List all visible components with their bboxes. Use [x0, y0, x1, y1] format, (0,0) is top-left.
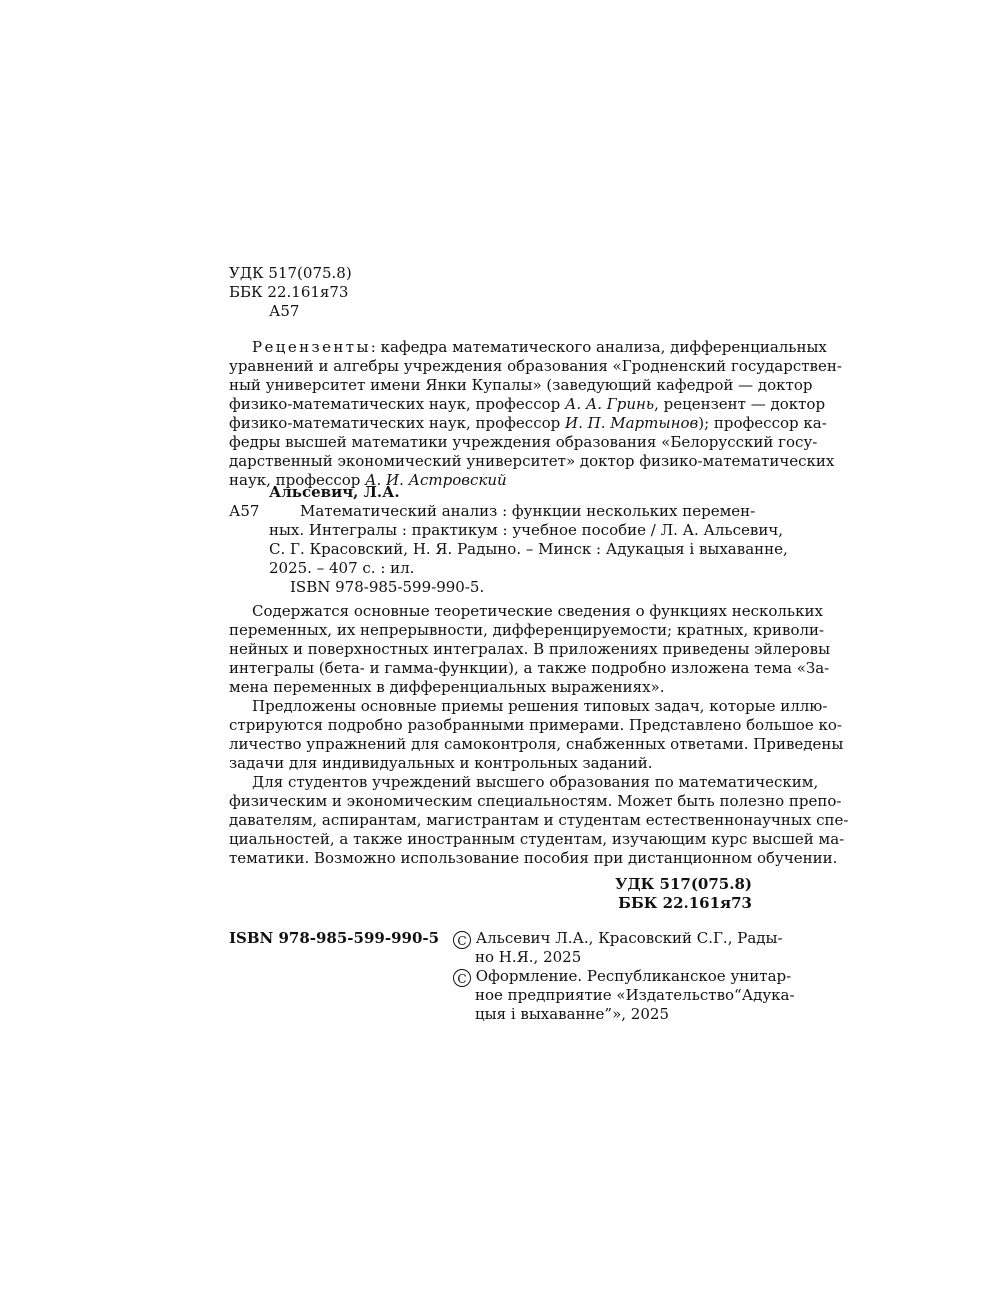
reviewers-line: федры высшей математики учреждения образования «Белорусский госу-: [229, 433, 818, 451]
abstract-line: нейных и поверхностных интегралах. В приложениях приведены эйлеровы: [229, 640, 831, 658]
abstract-line: Содержатся основные теоретические сведения о функциях нескольких: [252, 602, 823, 620]
copyright-line: C Оформление. Республиканское унитар-: [453, 967, 752, 987]
abstract-line: личество упражнений для самоконтроля, снабженных ответами. Приведены: [229, 735, 844, 753]
copyright-line: C Альсевич Л.А., Красовский С.Г., Рады-: [453, 929, 752, 949]
catalog-line: Математический анализ : функции нескольких перемен-: [300, 502, 756, 520]
abstract-line: задачи для индивидуальных и контрольных заданий.: [229, 754, 653, 772]
udk-code: УДК 517(075.8): [229, 264, 352, 282]
abstract-line: тематики. Возможно использование пособия при дистанционном обучении.: [229, 849, 838, 867]
author-mark-code: А57: [269, 302, 300, 320]
footer-udk: УДК 517(075.8): [615, 875, 752, 893]
reviewers-line: уравнений и алгебры учреждения образования «Гродненский государствен-: [229, 357, 842, 375]
abstract-line: физическим и экономическим специальностям. Может быть полезно препо-: [229, 792, 842, 810]
catalog-author: Альсевич, Л.А.: [269, 483, 400, 501]
reviewers-line: физико-математических наук, профессор А. А. Гринь, рецензент — доктор: [229, 395, 826, 413]
catalog-isbn: ISBN 978-985-599-990-5.: [290, 578, 485, 596]
footer-bbk: ББК 22.161я73: [618, 894, 752, 912]
reviewer-name: А. А. Гринь: [565, 395, 655, 413]
reviewers-line: наук, профессор А. И. Астровский: [229, 471, 507, 489]
bbk-code: ББК 22.161я73: [229, 283, 349, 301]
reviewer-name: И. П. Мартынов: [565, 414, 699, 432]
reviewers-line: дарственный экономический университет» доктор физико-математических: [229, 452, 835, 470]
copyright-line: ное предприятие «Издательство“Адука-: [475, 986, 795, 1004]
reviewers-line: физико-математических наук, профессор И. П. Мартынов); профессор ка-: [229, 414, 827, 432]
copyright-line: но Н.Я., 2025: [475, 948, 582, 966]
reviewers-label: Рецензенты: [252, 338, 371, 356]
abstract-line: давателям, аспирантам, магистрантам и студентам естественнонаучных спе-: [229, 811, 849, 829]
catalog-line: 2025. – 407 с. : ил.: [269, 559, 415, 577]
abstract-line: Предложены основные приемы решения типовых задач, которые иллю-: [252, 697, 828, 715]
abstract-line: мена переменных в дифференциальных выражениях».: [229, 678, 665, 696]
abstract-line: интегралы (бета- и гамма-функции), а также подробно изложена тема «За-: [229, 659, 830, 677]
abstract-line: переменных, их непрерывности, дифференцируемости; кратных, криволи-: [229, 621, 825, 639]
catalog-line: С. Г. Красовский, Н. Я. Радыно. – Минск : Адукацыя і выхаванне,: [269, 540, 788, 558]
abstract-line: циальностей, а также иностранным студентам, изучающим курс высшей ма-: [229, 830, 845, 848]
reviewers-line: ный университет имени Янки Купалы» (заведующий кафедрой — доктор: [229, 376, 813, 394]
reviewer-name: А. И. Астровский: [365, 471, 507, 489]
copyright-icon: C: [453, 969, 471, 987]
copyright-line: цыя і выхаванне”», 2025: [475, 1005, 669, 1023]
abstract-line: Для студентов учреждений высшего образования по математическим,: [252, 773, 819, 791]
catalog-code: А57: [229, 502, 260, 520]
footer-isbn: ISBN 978-985-599-990-5: [229, 929, 440, 947]
copyright-icon: C: [453, 931, 471, 949]
abstract-line: стрируются подробно разобранными примерами. Представлено большое ко-: [229, 716, 842, 734]
reviewers-line: Рецензенты: кафедра математического анализа, дифференциальных: [252, 338, 827, 356]
catalog-line: ных. Интегралы : практикум : учебное пособие / Л. А. Альсевич,: [269, 521, 784, 539]
